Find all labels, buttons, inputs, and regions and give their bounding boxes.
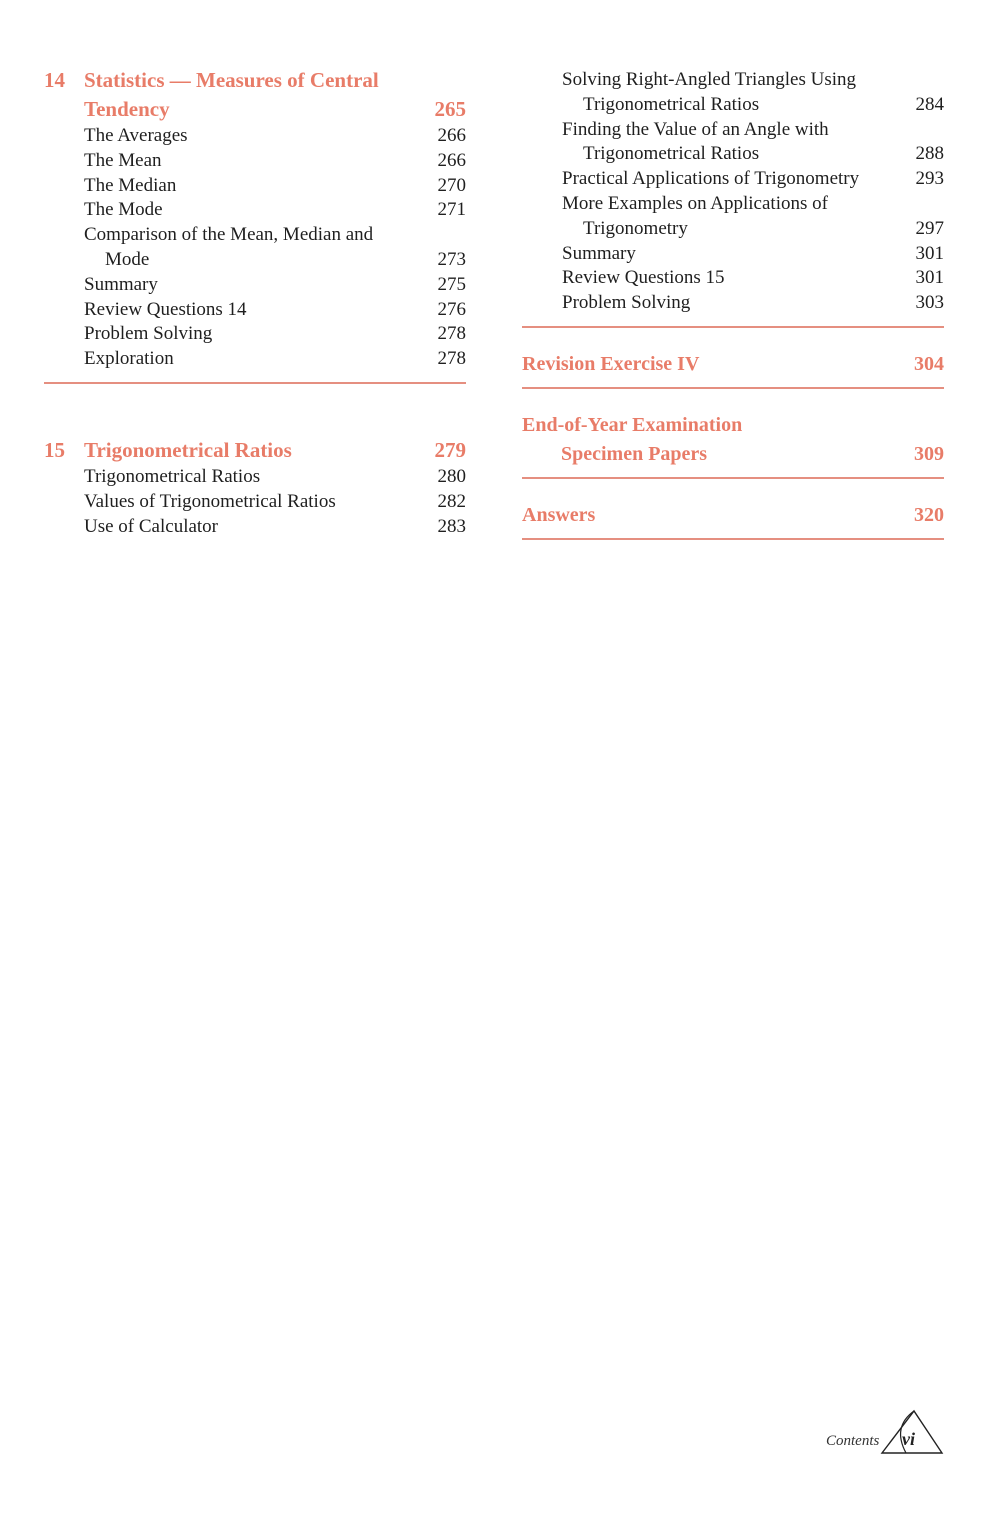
entry-page: 284 <box>915 93 944 115</box>
toc-entry[interactable] <box>84 490 466 515</box>
section-title: End-of-Year Examination <box>522 413 743 436</box>
entry-label: Comparison of the Mean, Median and <box>84 224 374 246</box>
answers-heading[interactable] <box>522 501 944 530</box>
chapter-15-heading[interactable] <box>44 436 466 465</box>
toc-entry[interactable] <box>84 347 466 372</box>
entry-page: 275 <box>437 273 466 295</box>
entry-page: 270 <box>437 174 466 196</box>
toc-entry[interactable] <box>84 273 466 298</box>
footer-label: Contents <box>826 1433 880 1449</box>
entry-label: Trigonometrical Ratios <box>84 465 261 487</box>
entry-label: The Mode <box>84 199 163 221</box>
entry-page: 293 <box>915 168 944 190</box>
section-title-continued: Specimen Papers <box>561 442 708 465</box>
entry-label: Summary <box>562 242 636 264</box>
entry-page: 297 <box>915 217 944 239</box>
toc-entry[interactable] <box>84 149 466 174</box>
entry-label-continued: Trigonometrical Ratios <box>583 93 760 115</box>
section-divider <box>522 477 944 479</box>
entry-label: Review Questions 15 <box>562 267 725 289</box>
toc-entry[interactable] <box>562 167 944 192</box>
entry-page: 303 <box>915 292 944 314</box>
section-divider <box>522 326 944 328</box>
entry-label: Finding the Value of an Angle with <box>562 118 829 140</box>
entry-page: 266 <box>437 149 466 171</box>
entry-label-continued: Trigonometry <box>583 217 688 239</box>
toc-entry[interactable] <box>84 174 466 199</box>
entry-label: Problem Solving <box>562 292 691 314</box>
entry-page: 301 <box>915 242 944 264</box>
entry-label: The Mean <box>84 149 162 171</box>
entry-label: Values of Trigonometrical Ratios <box>84 490 336 512</box>
toc-entry[interactable] <box>84 124 466 149</box>
section-title: Answers <box>522 503 596 526</box>
section-title: Revision Exercise IV <box>522 352 700 375</box>
chapter-number: 15 <box>44 437 65 462</box>
toc-entry[interactable] <box>562 291 944 316</box>
toc-entry[interactable] <box>84 465 466 490</box>
entry-label: More Examples on Applications of <box>562 192 828 214</box>
entry-label: Review Questions 14 <box>84 298 247 320</box>
entry-label: Problem Solving <box>84 323 213 345</box>
chapter-title: Trigonometrical Ratios <box>84 437 292 462</box>
revision-exercise-heading[interactable] <box>522 350 944 379</box>
toc-entry[interactable] <box>84 223 466 273</box>
chapter-title: Statistics — Measures of Central Tendency <box>84 68 379 121</box>
entry-label: The Median <box>84 174 177 196</box>
entry-page: 282 <box>437 490 466 512</box>
entry-page: 288 <box>915 143 944 165</box>
chapter-15-continued-entries <box>522 68 944 316</box>
chapter-14-heading[interactable] <box>44 66 466 124</box>
entry-page: 271 <box>437 199 466 221</box>
chapter-page: 279 <box>434 437 466 462</box>
entry-page: 280 <box>437 465 466 487</box>
toc-entry[interactable] <box>84 298 466 323</box>
section-page: 304 <box>914 352 944 375</box>
entry-label-continued: Trigonometrical Ratios <box>583 143 760 165</box>
entry-label: Summary <box>84 273 158 295</box>
toc-entry[interactable] <box>84 515 466 540</box>
section-divider <box>522 387 944 389</box>
chapter-15-entries <box>44 465 466 539</box>
chapter-page: 265 <box>434 97 466 121</box>
entry-label: The Averages <box>84 125 188 146</box>
chapter-14-entries <box>44 124 466 372</box>
chapter-number: 14 <box>44 68 65 92</box>
entry-page: 266 <box>437 125 466 146</box>
entry-page: 283 <box>437 515 466 537</box>
entry-label: Exploration <box>84 348 174 370</box>
toc-entry[interactable] <box>562 266 944 291</box>
entry-label: Solving Right-Angled Triangles Using <box>562 69 856 90</box>
toc-entry[interactable] <box>562 192 944 242</box>
footer-page-number: vi <box>902 1429 915 1449</box>
entry-page: 278 <box>437 348 466 370</box>
entry-page: 278 <box>437 323 466 345</box>
section-divider <box>44 382 466 384</box>
entry-label: Use of Calculator <box>84 515 219 537</box>
exam-papers-heading[interactable] <box>522 411 944 469</box>
page-footer <box>826 1407 944 1457</box>
entry-label: Practical Applications of Trigonometry <box>562 168 860 190</box>
toc-left-column <box>44 66 466 539</box>
entry-page: 273 <box>437 248 466 270</box>
toc-entry[interactable] <box>562 118 944 168</box>
toc-entry[interactable] <box>562 242 944 267</box>
entry-page: 301 <box>915 267 944 289</box>
section-divider <box>522 538 944 540</box>
section-page: 309 <box>914 442 944 465</box>
toc-entry[interactable] <box>84 198 466 223</box>
entry-label-continued: Mode <box>105 248 150 270</box>
toc-right-column <box>522 68 944 540</box>
section-page: 320 <box>914 503 944 526</box>
toc-entry[interactable] <box>84 322 466 347</box>
toc-entry[interactable] <box>562 68 944 118</box>
entry-page: 276 <box>437 298 466 320</box>
